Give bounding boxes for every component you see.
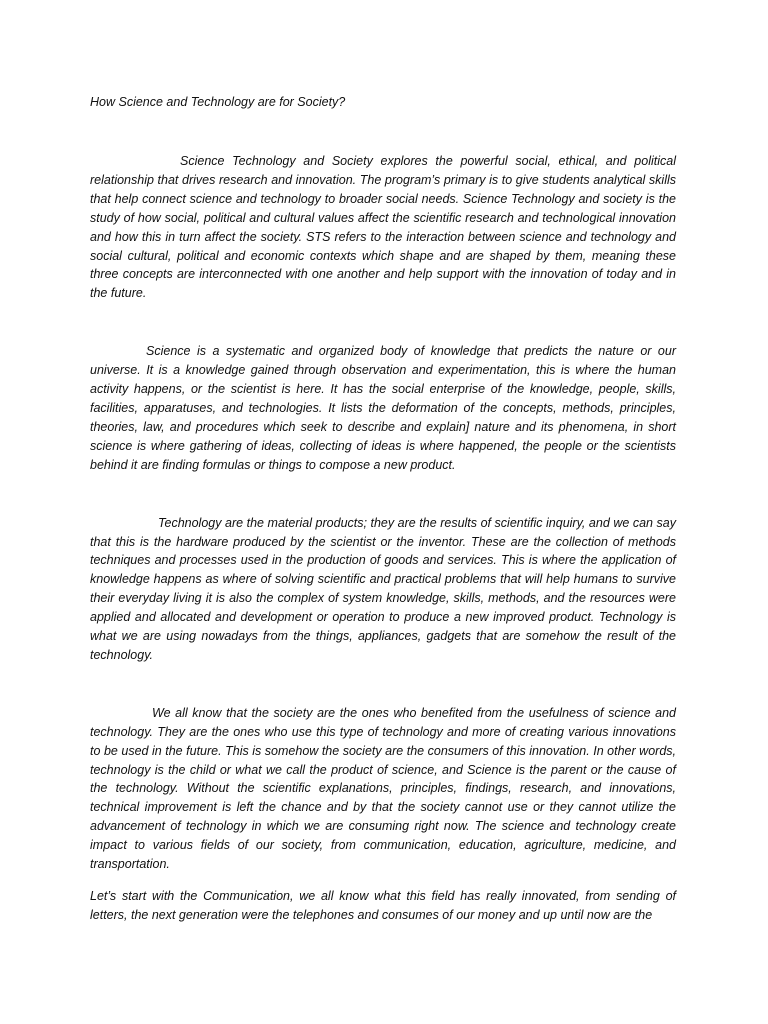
document-title: How Science and Technology are for Society? (90, 95, 346, 109)
paragraph-society: We all know that the society are the ones who benefited from the usefulness of science and technology. They are the ones who use this type of technology and more of creating various innovations to be used in the future. This is somehow the society are the consumers of this innovation. In other words, technology is the child or what we call the product of science, and Science is the parent or the cause of the technology. Without the scientific explanations, principles, findings, research, and innovations, technical improvement is left the chance and by that the society cannot use or they cannot utilize the advancement of technology in which we are consuming right now. The science and technology create impact to various fields of our society, from communication, education, agriculture, medicine, and transportation. (90, 705, 676, 872)
paragraph-science: Science is a systematic and organized body of knowledge that predicts the nature or our universe. It is a knowledge gained through observation and experimentation, this is where the human activity happens, or the scientist is here. It has the social enterprise of the knowledge, people, skills, facilities, apparatuses, and technologies. It lists the deformation of the concepts, methods, principles, theories, law, and procedures which seek to describe and explain] nature and its phenomena, in short science is where gathering of ideas, collecting of ideas is where happened, the people or the scientists behind it are finding formulas or things to compose a new product. (90, 344, 676, 472)
paragraph-technology: Technology are the material products; they are the results of scientific inquiry, and we can say that this is the hardware produced by the scientist or the inventor. These are the collection of methods techniques and processes used in the production of goods and services. This is where the application of knowledge happens as where of solving scientific and practical problems that will help humans to survive their everyday living it is also the complex of system knowledge, skills, methods, and the resources were applied and allocated and development or operation to produce a new improved product. Technology is what we are using nowadays from the things, appliances, gadgets that are somehow the result of the technology. (90, 515, 676, 662)
paragraph-communication: Let’s start with the Communication, we all know what this field has really innovated, from sending of letters, the next generation were the telephones and consumes of our money and up until now are the (90, 889, 676, 922)
paragraph-sts: Science Technology and Society explores the powerful social, ethical, and political relationship that drives research and innovation. The program’s primary is to give students analytical skills that help connect science and technology to broader social needs. Science Technology and society is the study of how social, political and cultural values affect the scientific research and technological innovation and how this in turn affect the society. STS refers to the interaction between science and technology and social cultural, political and economic contexts which shape and are shaped by them, meaning these three concepts are interconnected with one another and help support with the innovation of today and in the future. (90, 154, 676, 301)
